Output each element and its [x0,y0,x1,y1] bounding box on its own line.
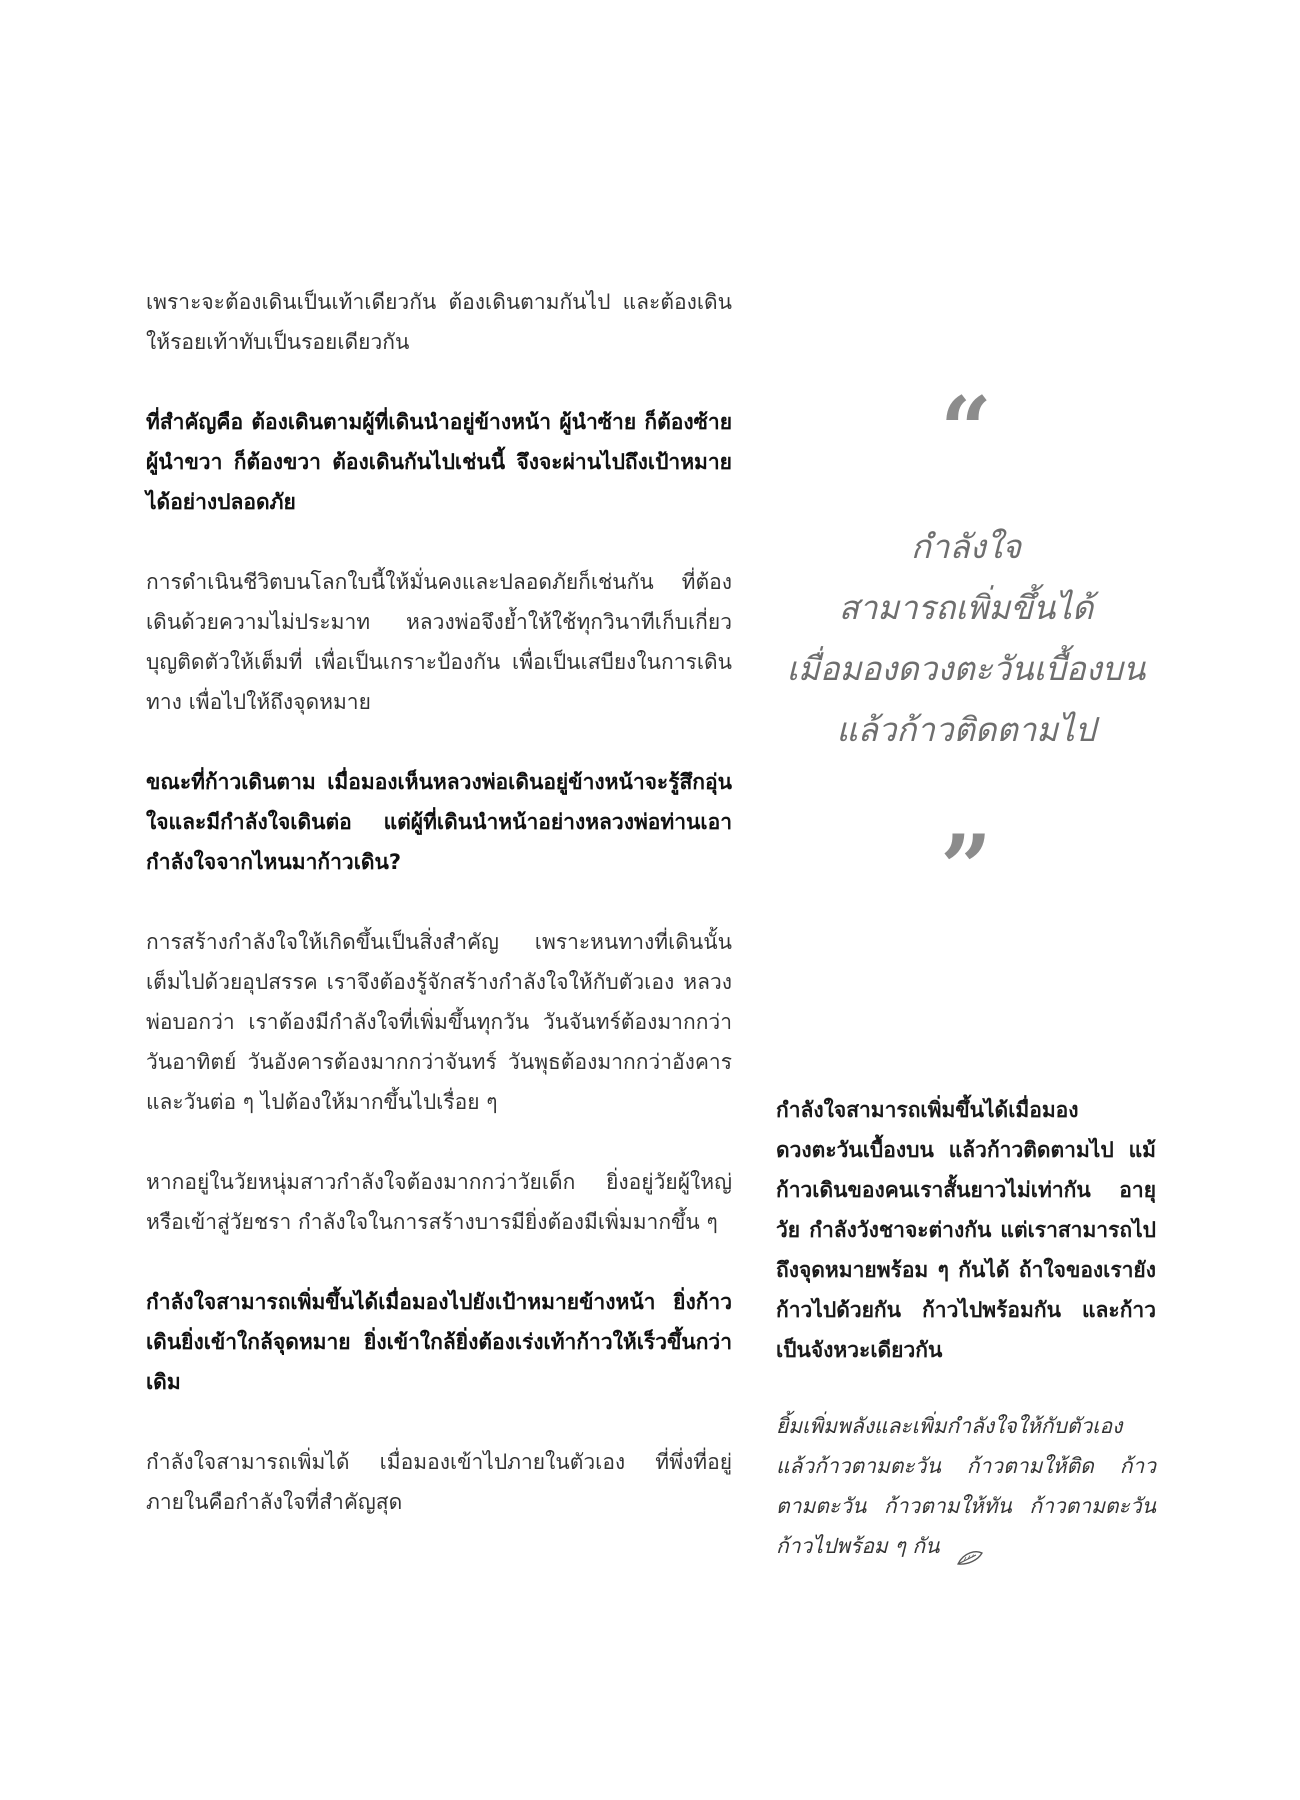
pull-quote-line-4: แล้วก้าวติดตามไป [836,710,1096,749]
pull-quote-line-1: กำลังใจ [910,527,1022,566]
pull-quote-line-2: สามารถเพิ่มขึ้นได้ [838,588,1094,627]
close-quote-mark: ” [940,815,992,921]
pull-quote-line-3: เมื่อมองดวงตะวันเบื้องบน [786,649,1146,688]
leaf-icon [956,1539,984,1555]
open-quote-mark: “ [940,377,992,483]
paragraph-7-bold: กำลังใจสามารถเพิ่มขึ้นได้เมื่อมองไปยังเป้าหมายข้างหน้า ยิ่งก้าวเดินยิ่งเข้าใกล้จุดหมาย ยิ่งเข้าใกล้ยิ่งต้องเร่งเท้าก้าวให้เร็วขึ้นกว่าเดิม [146,1290,732,1394]
main-column [146,282,732,1562]
paragraph-8: กำลังใจสามารถเพิ่มได้ เมื่อมองเข้าไปภายในตัวเอง ที่พึ่งที่อยู่ภายในคือกำลังใจที่สำคัญสุด [146,1450,732,1514]
sidebar-text [776,1090,1156,1602]
pull-quote [776,377,1156,921]
paragraph-2-bold: ที่สำคัญคือ ต้องเดินตามผู้ที่เดินนำอยู่ข้างหน้า ผู้นำซ้าย ก็ต้องซ้าย ผู้นำขวา ก็ต้องขวา ต้องเดินกันไปเช่นนี้ จึงจะผ่านไปถึงเป้าหมายได้อย่างปลอดภัย [146,410,732,514]
sidebar-italic-paragraph [776,1406,1156,1566]
paragraph-3: การดำเนินชีวิตบนโลกใบนี้ให้มั่นคงและปลอดภัยก็เช่นกัน ที่ต้องเดินด้วยความไม่ประมาท หลวงพ่อจึงย้ำให้ใช้ทุกวินาทีเก็บเกี่ยวบุญติดตัวให้เต็มที่ เพื่อเป็นเกราะป้องกัน เพื่อเป็นเสบียงในการเดินทาง เพื่อไปให้ถึงจุดหมาย [146,570,732,714]
paragraph-1: เพราะจะต้องเดินเป็นเท้าเดียวกัน ต้องเดินตามกันไป และต้องเดินให้รอยเท้าทับเป็นรอยเดียวกัน [146,290,732,354]
paragraph-6: หากอยู่ในวัยหนุ่มสาวกำลังใจต้องมากกว่าวัยเด็ก ยิ่งอยู่วัยผู้ใหญ่หรือเข้าสู่วัยชรา กำลังใจในการสร้างบารมียิ่งต้องมีเพิ่มมากขึ้น ๆ [146,1170,732,1234]
pull-quote-lines [776,516,1156,760]
sidebar-bold-paragraph: กำลังใจสามารถเพิ่มขึ้นได้เมื่อมองดวงตะวันเบื้องบน แล้วก้าวติดตามไป แม้ก้าวเดินของคนเราสั้นยาวไม่เท่ากัน อายุ วัย กำลังวังชาจะต่างกัน แต่เราสามารถไปถึงจุดหมายพร้อม ๆ กันได้ ถ้าใจของเรายังก้าวไปด้วยกัน ก้าวไปพร้อมกัน และก้าวเป็นจังหวะเดียวกัน [776,1098,1156,1362]
sidebar-italic-text: ยิ้มเพิ่มพลังและเพิ่มกำลังใจให้กับตัวเอง แล้วก้าวตามตะวัน ก้าวตามให้ติด ก้าวตามตะวัน ก้าวตามให้ทัน ก้าวตามตะวัน ก้าวไปพร้อม ๆ กัน [776,1414,1156,1558]
paragraph-4-bold: ขณะที่ก้าวเดินตาม เมื่อมองเห็นหลวงพ่อเดินอยู่ข้างหน้าจะรู้สึกอุ่นใจและมีกำลังใจเดินต่อ แต่ผู้ที่เดินนำหน้าอย่างหลวงพ่อท่านเอากำลังใจจากไหนมาก้าวเดิน? [146,770,732,874]
paragraph-5: การสร้างกำลังใจให้เกิดขึ้นเป็นสิ่งสำคัญ เพราะหนทางที่เดินนั้นเต็มไปด้วยอุปสรรค เราจึงต้องรู้จักสร้างกำลังใจให้กับตัวเอง หลวงพ่อบอกว่า เราต้องมีกำลังใจที่เพิ่มขึ้นทุกวัน วันจันทร์ต้องมากกว่าวันอาทิตย์ วันอังคารต้องมากกว่าจันทร์ วันพุธต้องมากกว่าอังคาร และวันต่อ ๆ ไปต้องให้มากขึ้นไปเรื่อย ๆ [146,930,732,1114]
